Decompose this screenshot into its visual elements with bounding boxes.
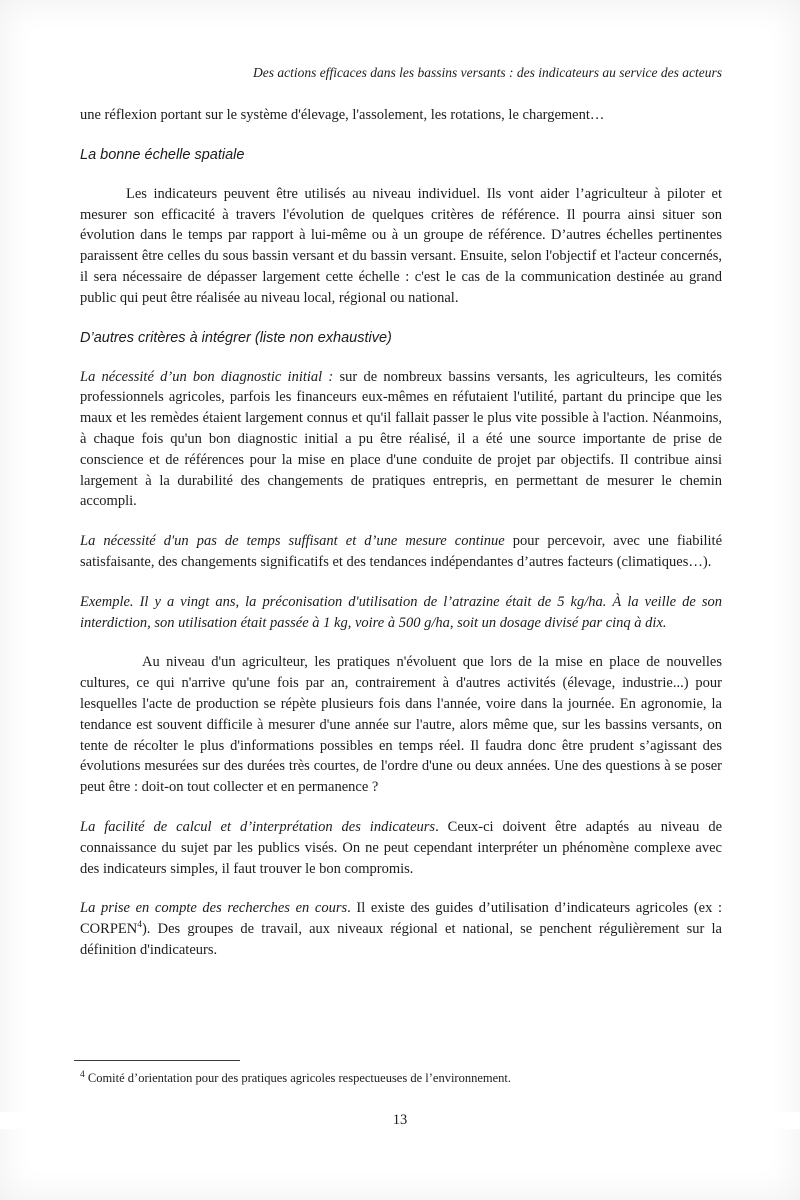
paragraph-diagnostic-lead: La nécessité d’un bon diagnostic initial : xyxy=(80,368,340,385)
paragraph-pas-de-temps-rest: pour percevoir, avec une fiabilité satisfaisante, des changements significatifs et des tendances indépendantes d’autres facteurs (climatiques…). xyxy=(80,533,722,570)
paragraph-recherches-lead: La prise en compte des recherches en cours xyxy=(80,900,348,917)
footnote-marker: 4 xyxy=(80,1069,85,1080)
footnote-text: Comité d’orientation pour des pratiques agricoles respectueuses de l’environnement. xyxy=(87,1071,512,1085)
paragraph-facilite-calcul xyxy=(80,817,722,879)
paragraph-diagnostic-rest: sur de nombreux bassins versants, les agriculteurs, les comités professionnels agricoles, parfois les financeurs eux-mêmes en réfutaient l'utilité, partant du principe que les maux et les remèdes étaient largement connus et qu'il fallait passer le plus vite possible à l'action. Néanmoins, à chaque fois qu'un bon diagnostic initial a pu être réalisé, il a été une source importante de prise de conscience et de références pour la mise en place d'une conduite de projet par objectifs. Il contribue ainsi largement à la durabilité des changements de pratiques entrepris, en permettant de mesurer le chemin accompli. xyxy=(80,368,722,510)
paragraph-pas-de-temps-lead: La nécessité d'un pas de temps suffisant et d’une mesure continue xyxy=(80,533,505,550)
footnote-rule xyxy=(74,1060,240,1061)
paragraph-facilite-lead: La facilité de calcul et d’interprétation des indicateurs xyxy=(80,818,436,835)
running-header: Des actions efficaces dans les bassins versants : des indicateurs au service des acteurs xyxy=(252,65,722,80)
paragraph-agriculteur-pratiques: Au niveau d'un agriculteur, les pratiques n'évoluent que lors de la mise en place de nouvelles cultures, ce qui n'arrive qu'une fois par an, contrairement à d'autres activités (élevage, industrie...) pour lesquelles l'acte de production se répète plusieurs fois dans l'année, voire dans la journée. En agronomie, la tendance est souvent difficile à mesurer d'une année sur l'autre, alors même que, sur les bassins versants, on tente de récolter le plus d'informations possibles en temps réel. Il faudra donc être prudent s’agissant des évolutions mesurées sur des durées très courtes, de l'ordre d'une ou deux années. Une des questions à se poser peut être : doit-on tout collecter et en permanence ? xyxy=(80,654,722,796)
paragraph-intro: une réflexion portant sur le système d'élevage, l'assolement, les rotations, le chargement… xyxy=(80,107,605,123)
section-heading-autres-criteres: D’autres critères à intégrer (liste non exhaustive) xyxy=(80,329,392,346)
paragraph-echelle-spatiale: Les indicateurs peuvent être utilisés au niveau individuel. Ils vont aider l’agriculteur à piloter et mesurer son efficacité à travers l'évolution de quelques critères de référence. Il pourra ainsi situer son évolution dans le temps par rapport à lui-même ou à un groupe de référence. D’autres échelles pertinentes paraissent être celles du sous bassin versant et du bassin versant. Ensuite, selon l'objectif et l'acteur concernés, il sera nécessaire de dépasser largement cette échelle : c'est le cas de la communication destinée au grand public qui peut être réalisée au niveau local, régional ou national. xyxy=(80,185,722,306)
footnote xyxy=(74,1070,726,1087)
paragraph-recherches-en-cours xyxy=(80,898,722,960)
paragraph-exemple-atrazine: Exemple. Il y a vingt ans, la préconisation d'utilisation de l’atrazine était de 5 kg/ha. À la veille de son interdiction, son utilisation était passée à 1 kg, voire à 500 g/ha, soit un dosage divisé par cinq à dix. xyxy=(80,593,722,631)
section-heading-echelle-spatiale: La bonne échelle spatiale xyxy=(80,146,245,163)
page-number: 13 xyxy=(0,1112,800,1129)
footnote-reference-4: 4 xyxy=(137,920,142,931)
paragraph-diagnostic xyxy=(80,367,722,513)
paragraph-recherches-after-sup: ). Des groupes de travail, aux niveaux régional et national, se penchent régulièrement sur la définition d'indicateurs. xyxy=(80,921,722,958)
paragraph-pas-de-temps xyxy=(80,531,722,573)
paragraph-facilite-rest: . Ceux-ci doivent être adaptés au niveau de connaissance du sujet par les publics visés. On ne peut cependant interpréter un phénomène complexe avec des indicateurs simples, il faut trouver le bon compromis. xyxy=(80,818,723,877)
paragraph-recherches-before-sup: . Il existe des guides d’utilisation d’indicateurs agricoles (ex : CORPEN xyxy=(80,900,722,938)
page-body xyxy=(80,105,722,980)
footnote-area xyxy=(74,1054,726,1087)
